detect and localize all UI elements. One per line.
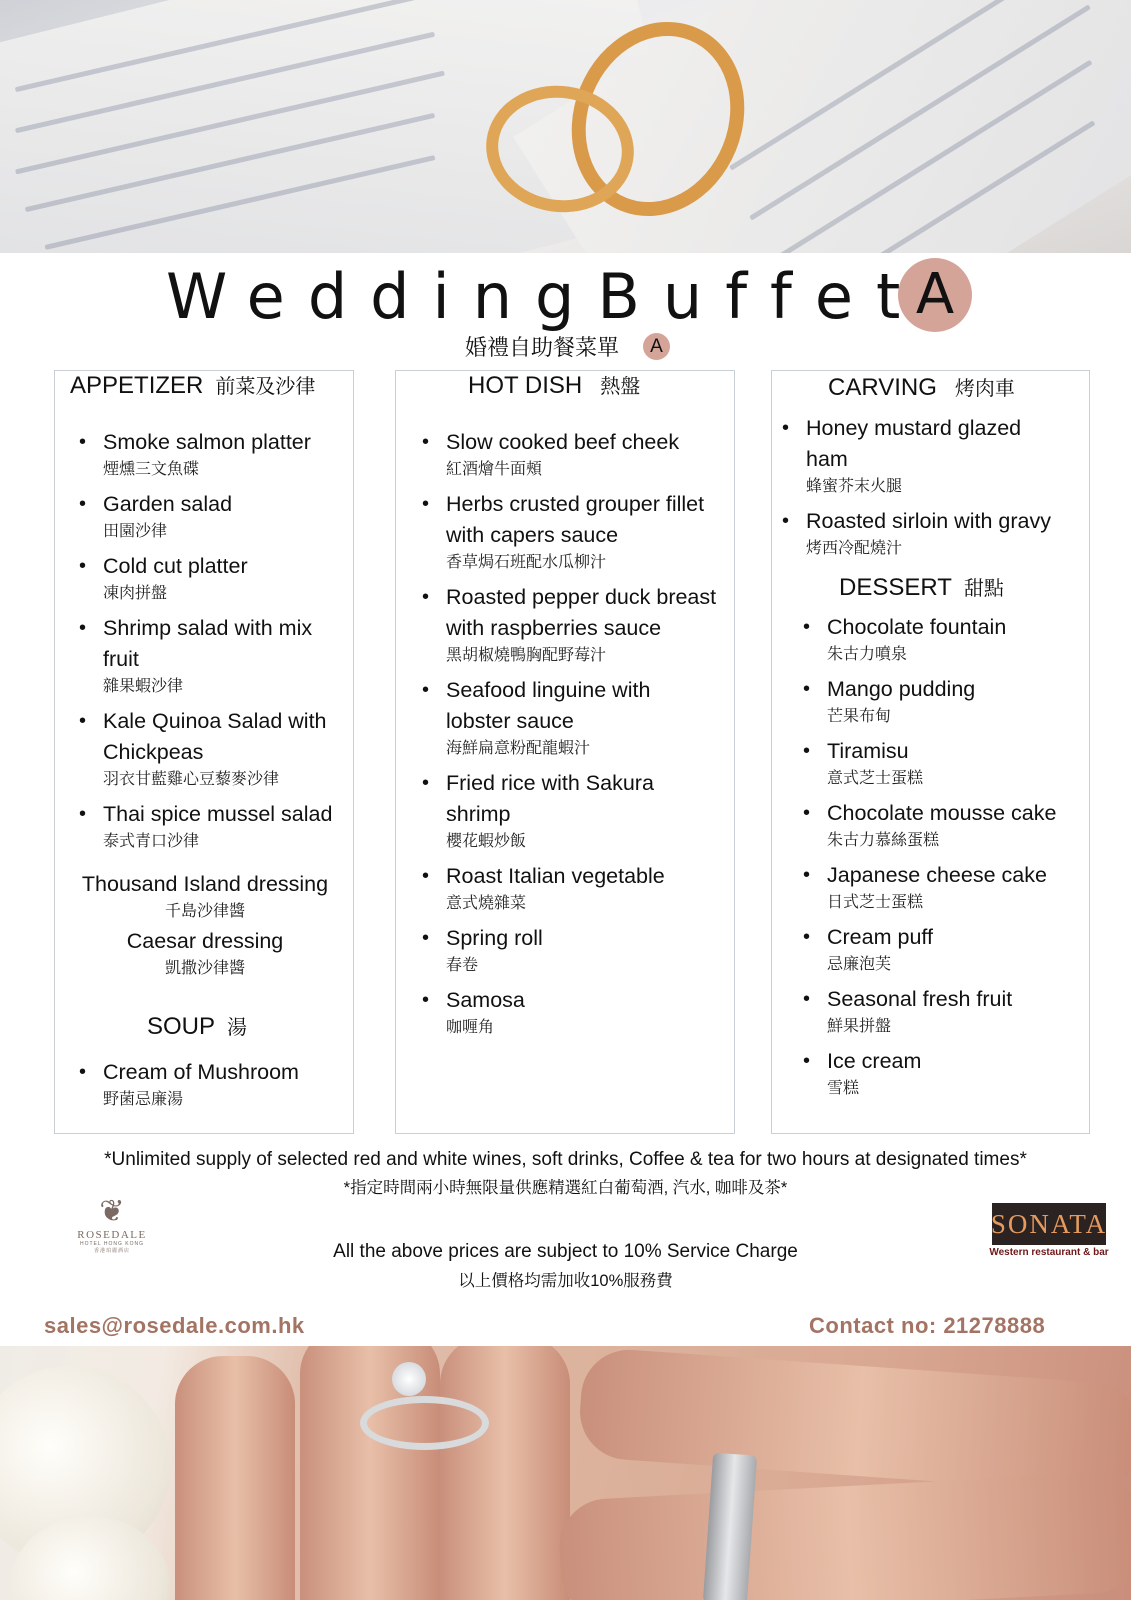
menu-item-name-en: • Cold cut platter (103, 554, 248, 578)
sonata-logo-box (992, 1203, 1106, 1245)
title-row (0, 258, 1131, 333)
menu-item (799, 984, 1069, 1038)
menu-item-name-en: • Ice cream (827, 1049, 922, 1073)
menu-item-name-en: • Thai spice mussel salad (103, 802, 333, 826)
menu-item-name-en: • Chocolate fountain (827, 615, 1007, 639)
menu-item (778, 506, 1068, 560)
dressing-1-en: Thousand Island dressing (81, 872, 329, 896)
menu-item-name-zh: 烤西冷配燒汁 (806, 540, 903, 557)
carving-heading-zh: 烤肉車 (954, 378, 1015, 400)
menu-item-name-zh: 春卷 (446, 957, 479, 974)
dressing-2 (55, 926, 355, 980)
menu-item (799, 736, 1069, 790)
appetizer-soup-column (54, 370, 354, 1134)
menu-item-name-zh: 煙燻三文魚碟 (103, 461, 200, 478)
title-badge-letter: A (915, 262, 955, 327)
menu-item-name-en: • Herbs crusted grouper fillet with capers sauce (446, 492, 705, 547)
contact-phone: Contact no: 21278888 (809, 1313, 1046, 1338)
menu-item-name-zh: 意式芝士蛋糕 (827, 770, 924, 787)
carving-heading-en: CARVING (828, 374, 937, 401)
wine-note-en: *Unlimited supply of selected red and white wines, soft drinks, Coffee & tea for two hours at designated times* (104, 1149, 1027, 1170)
menu-item (799, 612, 1069, 666)
menu-item-name-en: • Seafood linguine with lobster sauce (446, 678, 651, 733)
appetizer-list (75, 427, 353, 861)
menu-item-name-zh: 田園沙律 (103, 523, 168, 540)
dessert-list (799, 612, 1069, 1108)
menu-item (75, 427, 353, 481)
soup-heading (147, 1011, 247, 1041)
hot-dish-column (395, 370, 735, 1134)
soup-list (75, 1057, 353, 1119)
menu-item-name-en: • Seasonal fresh fruit (827, 987, 1013, 1011)
page-subtitle: 婚禮自助餐菜單 (465, 335, 620, 360)
wine-note-zh: *指定時間兩小時無限量供應精選紅白葡萄酒, 汽水, 咖啡及茶* (343, 1179, 788, 1197)
hot-dish-list (418, 427, 718, 1047)
menu-item-name-zh: 香草焗石班配水瓜柳汁 (446, 554, 607, 571)
menu-item (418, 985, 718, 1039)
menu-item-name-en: • Roast Italian vegetable (446, 864, 665, 888)
menu-item-name-zh: 雪糕 (827, 1080, 860, 1097)
menu-item (799, 674, 1069, 728)
bottom-photo-hands-rings (0, 1346, 1131, 1600)
menu-item (75, 1057, 353, 1111)
menu-item-name-en: • Japanese cheese cake (827, 863, 1047, 887)
menu-item-name-en: • Chocolate mousse cake (827, 801, 1057, 825)
sonata-logo-name: SONATA (990, 1208, 1108, 1239)
dessert-heading (839, 572, 1004, 602)
menu-item-name-en: • Kale Quinoa Salad with Chickpeas (103, 709, 327, 764)
menu-item (75, 799, 353, 853)
menu-item-name-zh: 蜂蜜芥末火腿 (806, 478, 903, 495)
carving-heading (828, 372, 1015, 402)
top-photo-book-rings (0, 0, 1131, 253)
menu-item (418, 582, 718, 667)
menu-item-name-en: • Cream puff (827, 925, 933, 949)
rose-icon: ❦ (99, 1195, 125, 1228)
menu-item-name-zh: 日式芝士蛋糕 (827, 894, 924, 911)
service-charge-en: All the above prices are subject to 10% Service Charge (333, 1241, 798, 1262)
menu-item (418, 427, 718, 481)
menu-item-name-zh: 芒果布甸 (827, 708, 892, 725)
carving-list (778, 413, 1068, 568)
menu-item (799, 1046, 1069, 1100)
sonata-logo-tag: Western restaurant & bar (989, 1247, 1109, 1258)
menu-item-name-zh: 泰式青口沙律 (103, 833, 200, 850)
menu-item (799, 922, 1069, 976)
dressing-1 (55, 869, 355, 923)
subtitle-badge: A (643, 333, 670, 360)
menu-item (778, 413, 1068, 498)
rosedale-logo-sub: HOTEL HONG KONG (80, 1241, 144, 1247)
menu-item-name-en: • Fried rice with Sakura shrimp (446, 771, 654, 826)
menu-item-name-zh: 野菌忌廉湯 (103, 1091, 184, 1108)
menu-item (799, 798, 1069, 852)
soup-heading-zh: 湯 (227, 1017, 248, 1039)
sales-email-link[interactable]: sales@rosedale.com.hk (44, 1313, 305, 1338)
menu-item-name-zh: 羽衣甘藍雞心豆藜麥沙律 (103, 771, 280, 788)
rosedale-logo-zh: 香港珀麗酒店 (93, 1248, 130, 1254)
menu-item-name-zh: 朱古力慕絲蛋糕 (827, 832, 940, 849)
menu-item-name-zh: 紅酒燴牛面頰 (446, 461, 543, 478)
finger (557, 1471, 1131, 1600)
dressing-1-zh: 千島沙律醬 (164, 903, 245, 920)
menu-item (799, 860, 1069, 914)
menu-item (75, 489, 353, 543)
appetizer-heading-zh: 前菜及沙律 (215, 376, 316, 398)
finger (440, 1346, 570, 1600)
menu-item-name-en: • Slow cooked beef cheek (446, 430, 680, 454)
appetizer-heading (70, 370, 315, 400)
menu-item-name-en: • Roasted pepper duck breast with raspberries sauce (446, 585, 717, 640)
menu-item-name-zh: 凍肉拼盤 (103, 585, 168, 602)
menu-item-name-en: • Spring roll (446, 926, 543, 950)
menu-item-name-zh: 海鮮扁意粉配龍蝦汁 (446, 740, 591, 757)
menu-item (75, 551, 353, 605)
menu-item (75, 613, 353, 698)
menu-item-name-zh: 鮮果拼盤 (827, 1018, 892, 1035)
menu-item-name-zh: 意式燒雜菜 (446, 895, 527, 912)
menu-item-name-en: • Garden salad (103, 492, 233, 516)
menu-item-name-zh: 咖喱角 (446, 1019, 495, 1036)
dessert-heading-en: DESSERT (839, 574, 952, 601)
appetizer-heading-en: APPETIZER (70, 372, 204, 399)
menu-item-name-en: • Roasted sirloin with gravy (806, 509, 1051, 533)
rosedale-logo-name: ROSEDALE (77, 1229, 147, 1241)
menu-item-name-zh: 雜果蝦沙律 (103, 678, 184, 695)
dessert-heading-zh: 甜點 (963, 578, 1004, 600)
finger (175, 1356, 295, 1600)
menu-item-name-zh: 朱古力噴泉 (827, 646, 908, 663)
diamond-icon (392, 1362, 426, 1396)
menu-item (75, 706, 353, 791)
soup-heading-en: SOUP (147, 1013, 216, 1040)
menu-item-name-en: • Tiramisu (827, 739, 909, 763)
menu-item-name-zh: 黑胡椒燒鴨胸配野莓汁 (446, 647, 607, 664)
menu-item-name-en: • Samosa (446, 988, 525, 1012)
menu-item-name-en: • Cream of Mushroom (103, 1060, 299, 1084)
menu-item (418, 861, 718, 915)
menu-item-name-zh: 櫻花蝦炒飯 (446, 833, 527, 850)
hot-dish-heading-zh: 熱盤 (600, 376, 641, 398)
menu-item-name-en: • Shrimp salad with mix fruit (103, 616, 313, 671)
menu-item (418, 768, 718, 853)
service-charge-zh: 以上價格均需加收10%服務費 (458, 1272, 673, 1290)
hot-dish-heading-en: HOT DISH (468, 372, 583, 399)
hot-dish-heading (468, 370, 640, 400)
menu-item-name-en: • Honey mustard glazed ham (806, 416, 1022, 471)
menu-item (418, 489, 718, 574)
finger (577, 1347, 1131, 1496)
menu-item (418, 675, 718, 760)
sonata-logo (988, 1203, 1110, 1259)
dressing-2-zh: 凱撒沙律醬 (164, 960, 245, 977)
carving-dessert-column (771, 370, 1090, 1134)
dressing-2-en: Caesar dressing (126, 929, 284, 953)
page-title: WeddingBuffet (166, 260, 924, 333)
engagement-ring-icon (360, 1396, 489, 1450)
menu-item-name-zh: 忌廉泡芙 (827, 956, 892, 973)
menu-item (418, 923, 718, 977)
menu-item-name-en: • Smoke salmon platter (103, 430, 311, 454)
menu-item-name-en: • Mango pudding (827, 677, 976, 701)
